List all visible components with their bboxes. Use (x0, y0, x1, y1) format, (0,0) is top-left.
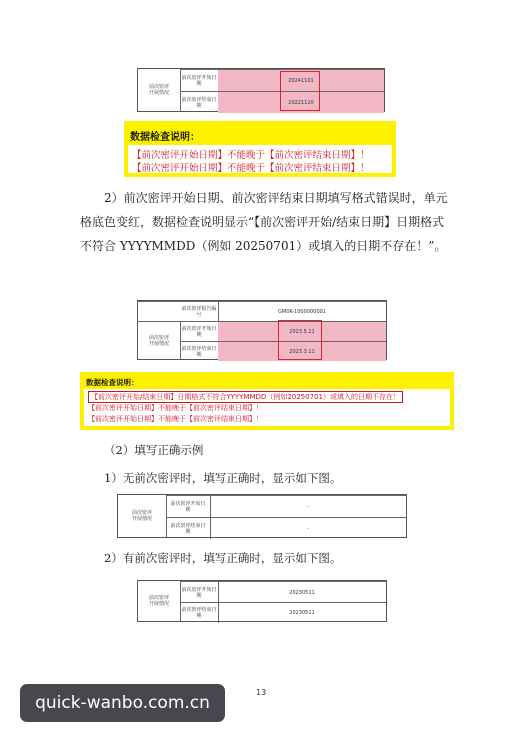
notice-line: 【前次密评开始日期】不能晚于【前次密评结束日期】！ (88, 404, 263, 412)
table-invalid-format (137, 300, 387, 360)
table-group-label: 前次密评 开展情况 (138, 321, 181, 359)
notice-line: 【前次密评开始日期】不能晚于【前次密评结束日期】！ (132, 163, 370, 174)
row-label: 前次密评开始日 期 (180, 582, 219, 603)
row-label: 前次密评报告编 号 (180, 302, 219, 322)
table-row (166, 517, 406, 539)
row-label: 前次密评结束日 期 (166, 518, 211, 539)
row-value[interactable]: 20230511 (289, 589, 315, 596)
highlight-box (280, 71, 320, 111)
notice-messages (128, 145, 392, 173)
row-label: 前次密评结束日 期 (180, 342, 219, 361)
row-value[interactable]: 2023.3.11 (218, 342, 386, 361)
row-value[interactable]: - (307, 525, 309, 532)
table-correct-filled (137, 580, 387, 622)
highlight-box (278, 320, 322, 360)
row-label: 前次密评开始日 期 (166, 496, 211, 518)
row-value[interactable]: GM0K-1000000001 (278, 309, 326, 315)
notice-messages (84, 389, 450, 426)
table-row (180, 602, 386, 623)
table-row (138, 301, 386, 322)
row-value[interactable]: 2023.5.11 (218, 322, 386, 342)
notice-box (80, 372, 454, 430)
notice-line: 【前次密评开始日期】不能晚于【前次密评结束日期】！ (88, 415, 263, 423)
table-group-label: 前次密评 开展情况 (138, 581, 181, 621)
notice-line: 【前次密评开始/结束日期】日期格式不符合YYYYMMDD（例如20250701）或填入的日期不存在！ (88, 391, 403, 403)
table-group-label: 前次密评 开展情况 (118, 495, 167, 537)
row-label: 前次密评结束日 期 (180, 92, 219, 113)
notice-title: 数据检查说明： (86, 378, 139, 387)
table-invalid-order (137, 68, 385, 112)
paragraph: 2）前次密评开始日期、前次密评结束日期填写格式错误时，单元格底色变红，数据检查说明显示“【前次密评开始/结束日期】日期格式不符合 YYYYMMDD（例如 20250701）或填入的日期不存在！”。 (80, 191, 448, 253)
notice-title: 数据检查说明： (130, 132, 200, 143)
row-label: 前次密评开始日 期 (180, 322, 219, 342)
row-label: 前次密评开始日 期 (180, 70, 219, 92)
page-number: 13 (256, 688, 267, 697)
table-row (180, 581, 386, 603)
table-row (166, 495, 406, 518)
notice-box (124, 121, 396, 177)
row-value[interactable]: 20230511 (289, 610, 315, 616)
row-value[interactable]: 20221120 (218, 92, 384, 113)
table-group-label: 前次密评 开展情况 (138, 69, 181, 111)
row-value[interactable]: - (307, 504, 309, 510)
row-label: 前次密评结束日 期 (180, 603, 219, 623)
notice-line: 【前次密评开始日期】不能晚于【前次密评结束日期】！ (132, 150, 370, 161)
case-description: 2）有前次密评时，填写正确时，显示如下图。 (104, 551, 342, 565)
case-description: 1）无前次密评时，填写正确时，显示如下图。 (104, 471, 342, 485)
row-value[interactable]: 20241101 (218, 70, 384, 92)
section-heading: （2）填写正确示例 (104, 443, 204, 457)
table-correct-empty (117, 494, 407, 538)
watermark-badge: quick-wanbo.com.cn (20, 684, 225, 722)
